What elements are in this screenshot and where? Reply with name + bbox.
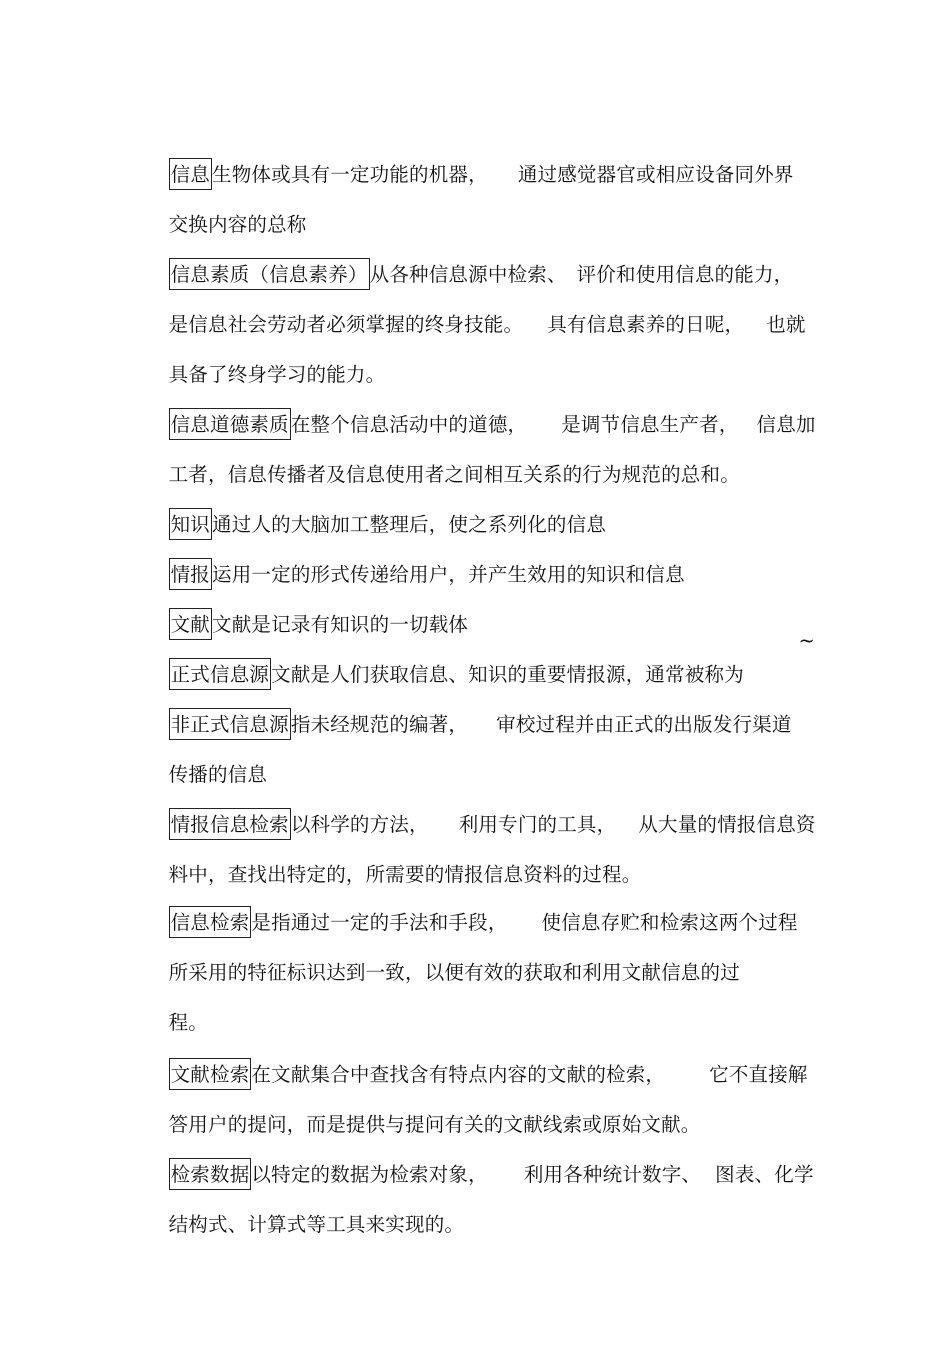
definition-text: 所采用的特征标识达到一致，以便有效的获取和利用文献信息的过 <box>168 961 740 984</box>
definition-text: 利用专门的工具， <box>458 813 617 836</box>
definition-text: 文献是人们获取信息、知识的重要情报源，通常被称为 <box>271 663 744 686</box>
tilde-mark: ~ <box>798 629 815 652</box>
definition-text: 以特定的数据为检索对象， <box>251 1163 488 1186</box>
entry-information-ethics-line-2 <box>143 424 815 486</box>
term-box: 情报信息检索 <box>169 808 291 840</box>
definition-text: 具有信息素养的日呢， <box>547 313 745 336</box>
definition-text: 在整个信息活动中的道德， <box>290 413 528 436</box>
definition-text: 也就 <box>766 313 806 336</box>
entry-literature-retrieval-line-1 <box>143 1024 815 1086</box>
definition-text: 使信息存贮和检索这两个过程 <box>541 911 798 934</box>
term-box: 信息素质（信息素养） <box>169 258 370 290</box>
term-box: 文献 <box>169 608 212 640</box>
term-box: 非正式信息源 <box>169 708 291 740</box>
definition-text: 是信息社会劳动者必须掌握的终身技能。 <box>168 313 524 336</box>
definition-text: 传播的信息 <box>168 763 268 786</box>
definition-text: 运用一定的形式传递给用户，并产生效用的知识和信息 <box>212 563 685 586</box>
entry-data-retrieval-line-2 <box>143 1174 815 1236</box>
definition-text: 料中，查找出特定的，所需要的情报信息资料的过程。 <box>168 863 642 886</box>
definition-text: 评价和使用信息的能力， <box>576 263 794 286</box>
definition-text: 它不直接解 <box>709 1063 808 1086</box>
definition-text: 交换内容的总称 <box>168 213 307 236</box>
definition-text: 通过感觉器官或相应设备同外界 <box>517 163 794 186</box>
definition-text: 审校过程并由正式的出版发行渠道 <box>496 713 792 736</box>
entry-information-retrieval-line-3 <box>143 972 815 1034</box>
definition-text: 图表、化学 <box>715 1163 814 1186</box>
entry-intelligence-retrieval-line-2 <box>143 824 815 886</box>
entry-information-line-2 <box>143 174 815 236</box>
definition-text: 从大量的情报信息资 <box>638 813 816 836</box>
entry-informaiton-line-1 <box>143 124 815 186</box>
definition-text: 具备了终身学习的能力。 <box>168 363 386 386</box>
definition-text: 在文献集合中查找含有特点内容的文献的检索， <box>251 1063 666 1086</box>
term-box: 文献检索 <box>169 1058 252 1090</box>
term-box: 正式信息源 <box>169 658 272 690</box>
definition-text: 生物体或具有一定功能的机器， <box>212 163 488 186</box>
definition-text: 答用户的提问，而是提供与提问有关的文献线索或原始文献。 <box>168 1113 701 1136</box>
term-box: 信息道德素质 <box>169 408 291 440</box>
definition-text: 结构式、计算式等工具来实现的。 <box>168 1213 465 1236</box>
entry-literature-retrieval-line-2 <box>143 1074 815 1136</box>
term-box: 信息 <box>169 158 212 190</box>
entry-literature-line-1 <box>143 574 815 636</box>
term-box: 知识 <box>169 508 212 540</box>
entry-informal-source-line-1 <box>143 674 815 736</box>
definition-text: 程。 <box>168 1011 209 1034</box>
entry-information-literacy-line-1 <box>143 224 815 286</box>
definition-text: 通过人的大脑加工整理后，使之系列化的信息 <box>212 513 607 536</box>
entry-information-retrieval-line-1 <box>143 872 815 934</box>
definition-text: 工者，信息传播者及信息使用者之间相互关系的行为规范的总和。 <box>168 463 740 486</box>
definition-text: 以科学的方法， <box>290 813 429 836</box>
definition-text: 是调节信息生产者， <box>561 413 739 436</box>
entry-information-retrieval-line-2 <box>143 922 815 984</box>
entry-informal-source-line-2 <box>143 724 815 786</box>
definition-text: 信息加 <box>756 413 816 436</box>
entry-intelligence-retrieval-line-1 <box>143 774 816 836</box>
term-box: 信息检索 <box>169 906 252 938</box>
entry-information-literacy-line-3 <box>143 324 815 386</box>
entry-knowledge-line-1 <box>143 474 815 536</box>
definition-text: 文献是记录有知识的一切载体 <box>212 613 469 636</box>
entry-formal-source-line-1 <box>143 624 815 686</box>
entry-data-retrieval-line-1 <box>143 1124 815 1186</box>
entry-intelligence-line-1 <box>143 524 815 586</box>
entry-information-literacy-line-2 <box>143 274 815 336</box>
entry-information-ethics-line-1 <box>143 374 816 436</box>
term-box: 检索数据 <box>169 1158 252 1190</box>
definition-text: 利用各种统计数字、 <box>523 1163 702 1186</box>
definition-text: 从各种信息源中检索、 <box>369 263 567 286</box>
term-box: 情报 <box>169 558 212 590</box>
definition-text: 是指通过一定的手法和手段， <box>251 911 508 934</box>
definition-text: 指未经规范的编著， <box>290 713 469 736</box>
